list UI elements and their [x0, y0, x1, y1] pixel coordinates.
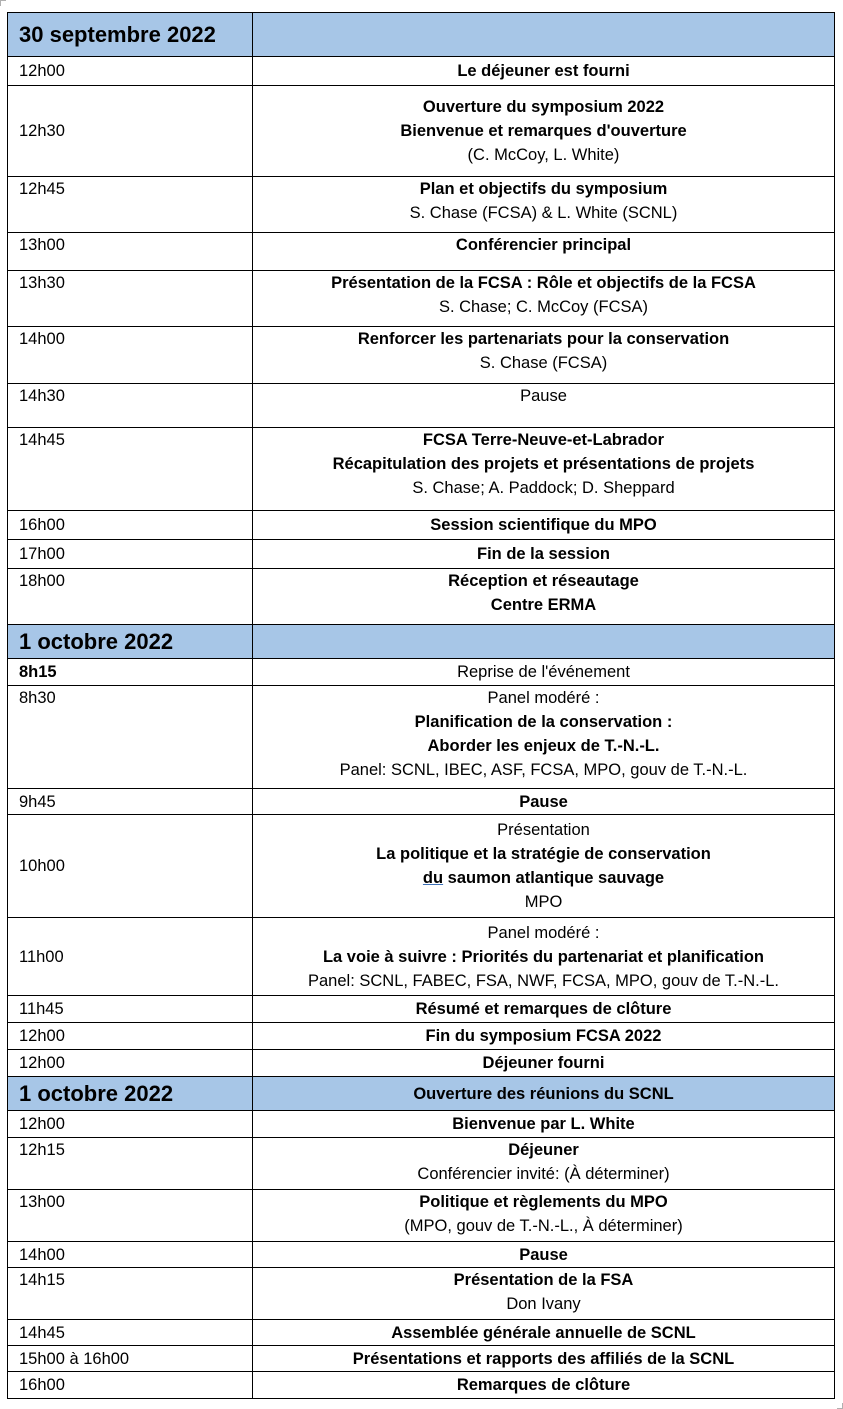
activity-title: Politique et règlements du MPO — [419, 1193, 668, 1211]
activity-title: FCSA Terre-Neuve-et-Labrador — [422, 431, 665, 449]
time-cell: 14h30 — [8, 384, 253, 428]
activity-cell — [253, 996, 835, 1023]
time-cell: 13h00 — [8, 1190, 253, 1242]
date-header-label — [253, 625, 835, 659]
time-cell: 18h00 — [8, 569, 253, 625]
schedule-row — [8, 1346, 835, 1372]
activity-cell — [253, 57, 835, 86]
activity-cell — [253, 659, 835, 686]
activity-cell — [253, 918, 835, 996]
date-header: 1 octobre 2022 — [8, 625, 253, 659]
activity-title: Bienvenue et remarques d'ouverture — [400, 122, 687, 140]
schedule-row — [8, 569, 835, 625]
time-cell: 12h00 — [8, 57, 253, 86]
activity-cell — [253, 815, 835, 918]
activity-detail: Panel: SCNL, FABEC, FSA, NWF, FCSA, MPO, gouv de T.-N.-L. — [308, 971, 779, 990]
schedule-row — [8, 327, 835, 384]
time-cell: 10h00 — [8, 815, 253, 918]
activity-detail: Don Ivany — [506, 1295, 581, 1313]
time-cell: 14h00 — [8, 1242, 253, 1268]
activity-detail: MPO — [524, 893, 563, 911]
activity-detail: S. Chase (FCSA) — [479, 354, 608, 372]
activity-cell — [253, 1372, 835, 1399]
schedule-row — [8, 233, 835, 271]
activity-cell — [253, 177, 835, 233]
activity-title: Assemblée générale annuelle de SCNL — [391, 1323, 696, 1342]
schedule-row — [8, 996, 835, 1023]
activity-cell — [253, 428, 835, 511]
schedule-row — [8, 1320, 835, 1346]
activity-cell — [253, 1050, 835, 1077]
activity-cell — [253, 384, 835, 428]
activity-cell — [253, 686, 835, 789]
time-cell: 11h00 — [8, 918, 253, 996]
time-cell: 14h45 — [8, 428, 253, 511]
activity-title: La politique et la stratégie de conservation — [376, 845, 711, 863]
activity-title: Présentations et rapports des affiliés de la SCNL — [352, 1349, 735, 1368]
schedule-row — [8, 686, 835, 789]
activity-detail: Panel: SCNL, IBEC, ASF, FCSA, MPO, gouv de T.-N.-L. — [339, 761, 748, 779]
activity-title: Déjeuner — [508, 1141, 579, 1159]
schedule-row — [8, 1111, 835, 1138]
time-cell: 9h45 — [8, 789, 253, 815]
activity-cell — [253, 1346, 835, 1372]
activity-cell — [253, 1242, 835, 1268]
activity-detail: Panel modéré : — [487, 923, 600, 942]
activity-title: Aborder les enjeux de T.-N.-L. — [427, 737, 660, 755]
crop-mark-icon — [837, 1403, 843, 1409]
time-cell: 14h15 — [8, 1268, 253, 1320]
time-cell: 12h30 — [8, 86, 253, 177]
activity-cell — [253, 1138, 835, 1190]
time-cell: 13h30 — [8, 271, 253, 327]
activity-cell — [253, 540, 835, 569]
activity-title: La voie à suivre : Priorités du partenariat et planification — [322, 947, 765, 966]
time-cell: 8h30 — [8, 686, 253, 789]
time-cell: 16h00 — [8, 511, 253, 540]
schedule-row — [8, 57, 835, 86]
activity-cell — [253, 233, 835, 271]
activity-title: Fin du symposium FCSA 2022 — [425, 1027, 662, 1045]
activity-title: Planification de la conservation : — [414, 713, 673, 731]
time-cell: 17h00 — [8, 540, 253, 569]
time-cell: 14h45 — [8, 1320, 253, 1346]
activity-cell — [253, 86, 835, 177]
schedule-row — [8, 1050, 835, 1077]
schedule-row — [8, 271, 835, 327]
crop-mark-icon — [0, 0, 6, 6]
activity-detail: Conférencier invité: (À déterminer) — [417, 1165, 670, 1183]
activity-detail: (MPO, gouv de T.-N.-L., À déterminer) — [404, 1217, 683, 1235]
activity-title: Résumé et remarques de clôture — [415, 1000, 672, 1018]
activity-cell — [253, 1111, 835, 1138]
activity-detail: (C. McCoy, L. White) — [467, 146, 620, 164]
time-cell: 12h45 — [8, 177, 253, 233]
activity-detail: S. Chase; A. Paddock; D. Sheppard — [412, 479, 675, 497]
activity-title: Présentation de la FCSA : Rôle et objectifs de la FCSA — [331, 274, 756, 292]
schedule-row — [8, 428, 835, 511]
activity-title: Présentation de la FSA — [453, 1271, 634, 1289]
time-cell: 12h00 — [8, 1023, 253, 1050]
schedule-row — [8, 789, 835, 815]
time-cell: 8h15 — [8, 659, 253, 686]
activity-line-part: saumon atlantique sauvage — [443, 869, 665, 887]
time-cell: 14h00 — [8, 327, 253, 384]
activity-title: Remarques de clôture — [456, 1376, 631, 1394]
activity-title: Pause — [519, 1245, 568, 1264]
schedule-row — [8, 1023, 835, 1050]
schedule-table — [7, 12, 835, 1399]
schedule-row — [8, 918, 835, 996]
time-cell: 15h00 à 16h00 — [8, 1346, 253, 1372]
schedule-row — [8, 659, 835, 686]
activity-detail: Présentation — [497, 821, 590, 839]
activity-title: Ouverture du symposium 2022 — [422, 98, 665, 116]
activity-detail: Panel modéré : — [487, 689, 600, 707]
schedule-row — [8, 1190, 835, 1242]
activity-title: Récapitulation des projets et présentations de projets — [332, 455, 755, 473]
date-header-label — [253, 13, 835, 57]
activity-cell — [253, 789, 835, 815]
activity-title: Renforcer les partenariats pour la conservation — [357, 330, 730, 348]
schedule-row — [8, 511, 835, 540]
activity-detail: S. Chase; C. McCoy (FCSA) — [438, 298, 649, 316]
activity-title: Session scientifique du MPO — [430, 516, 657, 534]
activity-title: Déjeuner fourni — [482, 1054, 605, 1072]
time-cell: 12h15 — [8, 1138, 253, 1190]
activity-title: Bienvenue par L. White — [452, 1115, 635, 1133]
schedule-row — [8, 1268, 835, 1320]
schedule-row — [8, 86, 835, 177]
time-cell: 16h00 — [8, 1372, 253, 1399]
activity-cell — [253, 327, 835, 384]
date-header-row — [8, 625, 835, 659]
date-header: 1 octobre 2022 — [8, 1077, 253, 1111]
activity-cell — [253, 1023, 835, 1050]
schedule-row — [8, 815, 835, 918]
schedule-row — [8, 1372, 835, 1399]
activity-title: Plan et objectifs du symposium — [419, 180, 668, 198]
activity-cell — [253, 569, 835, 625]
schedule-row — [8, 384, 835, 428]
date-header-row — [8, 1077, 835, 1111]
activity-cell — [253, 1268, 835, 1320]
activity-line — [253, 866, 834, 890]
time-cell: 12h00 — [8, 1111, 253, 1138]
date-header-label: Ouverture des réunions du SCNL — [253, 1077, 835, 1111]
activity-title: Pause — [519, 792, 568, 811]
activity-line-part: du — [422, 869, 444, 887]
schedule-row — [8, 1242, 835, 1268]
activity-cell — [253, 1320, 835, 1346]
activity-title: Réception et réseautage — [448, 572, 639, 590]
date-header-row — [8, 13, 835, 57]
time-cell: 11h45 — [8, 996, 253, 1023]
activity-detail: Pause — [520, 387, 567, 405]
schedule-body — [8, 13, 835, 1399]
activity-title: Conférencier principal — [455, 236, 632, 254]
activity-detail: Reprise de l'événement — [457, 663, 630, 681]
activity-title: Fin de la session — [477, 545, 610, 563]
activity-cell — [253, 271, 835, 327]
time-cell: 12h00 — [8, 1050, 253, 1077]
activity-title: Centre ERMA — [490, 596, 597, 614]
schedule-row — [8, 1138, 835, 1190]
date-header: 30 septembre 2022 — [8, 13, 253, 57]
schedule-row — [8, 540, 835, 569]
time-cell: 13h00 — [8, 233, 253, 271]
activity-cell — [253, 511, 835, 540]
schedule-row — [8, 177, 835, 233]
activity-detail: S. Chase (FCSA) & L. White (SCNL) — [409, 204, 678, 222]
activity-cell — [253, 1190, 835, 1242]
activity-title: Le déjeuner est fourni — [457, 62, 630, 80]
